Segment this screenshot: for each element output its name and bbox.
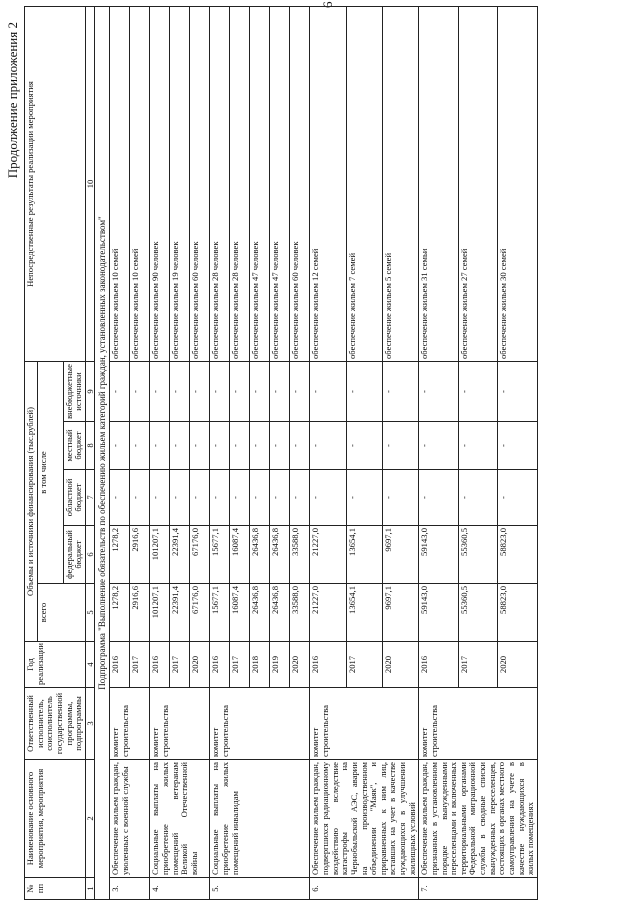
header-regional: областной бюджет [63, 470, 85, 526]
local-cell: - [346, 422, 382, 470]
regional-cell: - [270, 470, 290, 526]
column-number: 1 [85, 878, 95, 900]
federal-cell: 9697,1 [382, 526, 418, 584]
table-row [150, 6, 170, 899]
result-cell: обеспечение жильем 12 семей [310, 6, 346, 361]
header-name: Наименование основного мероприятия, мероприятия [25, 760, 86, 878]
total-cell: 67176,0 [190, 584, 210, 642]
measure-number: 7. [419, 878, 538, 900]
financing-table [24, 6, 538, 900]
measure-name: Обеспечение жильем граждан, уволенных с военной службы [110, 760, 150, 878]
table-row [310, 6, 346, 899]
result-cell: обеспечение жильем 31 семьи [419, 6, 459, 361]
total-cell: 16087,4 [230, 584, 250, 642]
measure-name: Социальные выплаты на приобретение жилых помещений инвалидам [210, 760, 310, 878]
result-cell: обеспечение жильем 19 человек [170, 6, 190, 361]
column-number: 4 [85, 642, 95, 688]
local-cell: - [458, 422, 498, 470]
result-cell: обеспечение жильем 90 человек [150, 6, 170, 361]
local-cell: - [290, 422, 310, 470]
local-cell: - [190, 422, 210, 470]
measure-executor: комитет строительства [210, 688, 310, 760]
result-cell: обеспечение жильем 7 семей [346, 6, 382, 361]
header-executor: Ответственный исполнитель, соисполнитель государственной программы, подпрограммы [25, 688, 86, 760]
extrabudget-cell: - [230, 361, 250, 421]
federal-cell: 58823,0 [498, 526, 538, 584]
result-cell: обеспечение жильем 47 человек [270, 6, 290, 361]
regional-cell: - [346, 470, 382, 526]
header-federal: федеральный бюджет [63, 526, 85, 584]
total-cell: 22391,4 [170, 584, 190, 642]
year-cell: 2016 [210, 642, 230, 688]
regional-cell: - [382, 470, 418, 526]
result-cell: обеспечение жильем 5 семей [382, 6, 418, 361]
regional-cell: - [458, 470, 498, 526]
result-cell: обеспечение жильем 60 человек [190, 6, 210, 361]
federal-cell: 21227,0 [310, 526, 346, 584]
measure-number: 5. [210, 878, 310, 900]
total-cell: 58823,0 [498, 584, 538, 642]
regional-cell: - [210, 470, 230, 526]
federal-cell: 1278,2 [110, 526, 130, 584]
federal-cell: 59143,0 [419, 526, 459, 584]
local-cell: - [110, 422, 130, 470]
extrabudget-cell: - [290, 361, 310, 421]
local-cell: - [270, 422, 290, 470]
regional-cell: - [498, 470, 538, 526]
local-cell: - [130, 422, 150, 470]
extrabudget-cell: - [382, 361, 418, 421]
local-cell: - [170, 422, 190, 470]
measure-executor: комитет строительства [419, 688, 538, 760]
total-cell: 21227,0 [310, 584, 346, 642]
year-cell: 2017 [346, 642, 382, 688]
local-cell: - [230, 422, 250, 470]
extrabudget-cell: - [210, 361, 230, 421]
page-number: 6 [320, 1, 335, 8]
extrabudget-cell: - [419, 361, 459, 421]
local-cell: - [210, 422, 230, 470]
column-number: 8 [85, 422, 95, 470]
column-number: 5 [85, 584, 95, 642]
header-year: Год реализации [25, 642, 86, 688]
year-cell: 2020 [190, 642, 210, 688]
result-cell: обеспечение жильем 47 человек [250, 6, 270, 361]
table-row [210, 6, 230, 899]
column-number: 9 [85, 361, 95, 421]
federal-cell: 33588,0 [290, 526, 310, 584]
table-row [419, 6, 459, 899]
local-cell: - [498, 422, 538, 470]
measure-name: Обеспечение жильем граждан, признанных в установленном порядке вынужденными переселенцами и включенных территориальными органами Федеральной миграционной службы в сводные списки вынужденных переселенцев, состоящих в органах местного самоуправления на учете в качестве нуждающихся в жилых помещениях [419, 760, 538, 878]
extrabudget-cell: - [150, 361, 170, 421]
result-cell: обеспечение жильем 30 семей [498, 6, 538, 361]
extrabudget-cell: - [498, 361, 538, 421]
federal-cell: 55360,5 [458, 526, 498, 584]
subprogram-title: Подпрограмма "Выполнение обязательств по обеспечению жильем категорий граждан, установленных законодательством" [95, 6, 110, 899]
extrabudget-cell: - [190, 361, 210, 421]
total-cell: 59143,0 [419, 584, 459, 642]
local-cell: - [382, 422, 418, 470]
regional-cell: - [290, 470, 310, 526]
year-cell: 2020 [290, 642, 310, 688]
federal-cell: 15677,1 [210, 526, 230, 584]
column-number: 2 [85, 760, 95, 878]
local-cell: - [419, 422, 459, 470]
total-cell: 26436,8 [250, 584, 270, 642]
total-cell: 26436,8 [270, 584, 290, 642]
result-cell: обеспечение жильем 27 семей [458, 6, 498, 361]
measure-number: 6. [310, 878, 419, 900]
year-cell: 2017 [458, 642, 498, 688]
year-cell: 2020 [382, 642, 418, 688]
header-extrabudget: внебюджетные источники [63, 361, 85, 421]
year-cell: 2017 [230, 642, 250, 688]
total-cell: 55360,5 [458, 584, 498, 642]
column-number: 10 [85, 6, 95, 361]
header-volumes: Объемы и источники финансирования (тыс.рублей) [25, 361, 38, 641]
year-cell: 2019 [270, 642, 290, 688]
header-total: всего [37, 584, 85, 642]
federal-cell: 101207,1 [150, 526, 170, 584]
table-row [110, 6, 130, 899]
total-cell: 15677,1 [210, 584, 230, 642]
result-cell: обеспечение жильем 10 семей [130, 6, 150, 361]
extrabudget-cell: - [346, 361, 382, 421]
result-cell: обеспечение жильем 28 человек [210, 6, 230, 361]
regional-cell: - [130, 470, 150, 526]
federal-cell: 2916,6 [130, 526, 150, 584]
federal-cell: 22391,4 [170, 526, 190, 584]
regional-cell: - [419, 470, 459, 526]
total-cell: 1278,2 [110, 584, 130, 642]
total-cell: 13654,1 [346, 584, 382, 642]
extrabudget-cell: - [250, 361, 270, 421]
header-local: местный бюджет [63, 422, 85, 470]
extrabudget-cell: - [170, 361, 190, 421]
federal-cell: 16087,4 [230, 526, 250, 584]
local-cell: - [250, 422, 270, 470]
year-cell: 2017 [170, 642, 190, 688]
regional-cell: - [230, 470, 250, 526]
header-including: в том числе [37, 361, 63, 583]
header-number: № пп [25, 878, 86, 900]
extrabudget-cell: - [130, 361, 150, 421]
local-cell: - [310, 422, 346, 470]
year-cell: 2017 [130, 642, 150, 688]
measure-executor: комитет строительства [310, 688, 419, 760]
federal-cell: 26436,8 [250, 526, 270, 584]
measure-executor: комитет строительства [110, 688, 150, 760]
federal-cell: 26436,8 [270, 526, 290, 584]
result-cell: обеспечение жильем 10 семей [110, 6, 130, 361]
regional-cell: - [310, 470, 346, 526]
column-number: 7 [85, 470, 95, 526]
extrabudget-cell: - [458, 361, 498, 421]
local-cell: - [150, 422, 170, 470]
result-cell: обеспечение жильем 60 человек [290, 6, 310, 361]
regional-cell: - [250, 470, 270, 526]
measure-number: 4. [150, 878, 210, 900]
measure-executor: комитет строительства [150, 688, 210, 760]
result-cell: обеспечение жильем 28 человек [230, 6, 250, 361]
appendix-note: Продолжение приложения 2 [5, 22, 20, 179]
regional-cell: - [190, 470, 210, 526]
column-number: 6 [85, 526, 95, 584]
year-cell: 2018 [250, 642, 270, 688]
total-cell: 9697,1 [382, 584, 418, 642]
extrabudget-cell: - [110, 361, 130, 421]
total-cell: 33588,0 [290, 584, 310, 642]
total-cell: 101207,1 [150, 584, 170, 642]
year-cell: 2016 [310, 642, 346, 688]
federal-cell: 13654,1 [346, 526, 382, 584]
regional-cell: - [170, 470, 190, 526]
total-cell: 2916,6 [130, 584, 150, 642]
regional-cell: - [110, 470, 130, 526]
regional-cell: - [150, 470, 170, 526]
extrabudget-cell: - [270, 361, 290, 421]
measure-name: Обеспечение жильем граждан, подвергшихся радиационному воздействию вследствие катастрофы на Чернобыльской АЭС, аварии на производственном объединении "Маяк", и приравненных к ним лиц, вставших на учет в качестве нуждающихся в улучшении жилищных условий [310, 760, 419, 878]
measure-number: 3. [110, 878, 150, 900]
year-cell: 2020 [498, 642, 538, 688]
year-cell: 2016 [110, 642, 130, 688]
column-number: 3 [85, 688, 95, 760]
year-cell: 2016 [419, 642, 459, 688]
federal-cell: 67176,0 [190, 526, 210, 584]
measure-name: Социальные выплаты на приобретение жилых помещений ветеранам Великой Отечественной войны [150, 760, 210, 878]
extrabudget-cell: - [310, 361, 346, 421]
year-cell: 2016 [150, 642, 170, 688]
header-result: Непосредственные результаты реализации мероприятия [25, 6, 86, 361]
